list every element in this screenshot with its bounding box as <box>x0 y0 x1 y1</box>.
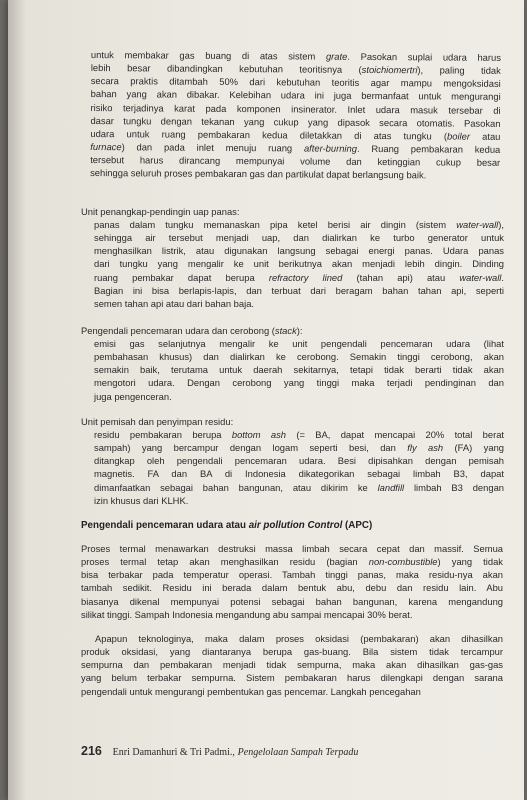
unit-stack-body <box>94 337 504 403</box>
text-line: sehingga air tersebut menjadi uap, dan dialirkan ke turbo generator untuk <box>94 232 504 244</box>
text-line: biasanya dikenal mempunyai potensi sebagai bahan bangunan, karena mengandung <box>81 595 503 607</box>
unit-residue-title: Unit pemisah dan penyimpan residu: <box>81 416 234 427</box>
text-line: ditangkap oleh pengendali pencemaran udara. Besi dipisahkan dengan pemisah <box>94 455 504 467</box>
page-number: 216 <box>81 744 102 758</box>
text-line: izin khusus dari KLHK. <box>94 494 189 506</box>
text-line: emisi gas selanjutnya mengalir ke unit pengendali pencemaran udara (lihat <box>94 338 504 349</box>
text-line: residu pembakaran berupa bottom ash (= BA, dapat mencapai 20% total berat <box>94 429 505 440</box>
spine-shadow <box>8 0 26 800</box>
text-line: mengotori udara. Dengan cerobong yang tinggi maka terjadi pendinginan dan <box>94 377 504 389</box>
page-footer <box>81 744 501 760</box>
text-line: produk oksidasi, yang diantaranya berupa gas-buang. Bila sistem tidak tercampur <box>81 646 503 658</box>
book-page <box>8 0 524 800</box>
section-paragraph-2 <box>81 632 503 698</box>
footer-authors: Enri Damanhuri & Tri Padmi., <box>112 747 235 758</box>
text-line: sehingga seluruh proses pembakaran gas dan partikulat dapat berlangsung baik. <box>90 167 427 181</box>
text-line: panas dalam tungku memanaskan pipa ketel berisi air dingin (sistem water-wall), <box>94 219 504 230</box>
text-line: proses termal tetap akan menghasilkan residu (bagian non-combustible) yang tidak <box>81 556 503 568</box>
unit-stack-title: Pengendali pencemaran udara dan cerobong (stack): <box>81 325 303 336</box>
text-line: bisa terbakar pada temperatur operasi. Tambah tinggi panas, maka residu-nya akan <box>81 569 503 581</box>
text-line: Apapun teknologinya, maka dalam proses oksidasi (pembakaran) akan dihasilkan <box>95 633 503 644</box>
text-line: furnace) dan pada inlet menuju ruang after-burning. Ruang pembakaran kedua <box>90 141 501 155</box>
text-line: lebih besar dibandingkan kebutuhan teoritisnya (stoichiomertri), paling tidak <box>90 62 501 77</box>
text-line: Bagian ini bisa berlapis-lapis, dan terbuat dari beragam bahan tahan api, seperti <box>94 284 504 296</box>
text-line: sempurna dan pembakaran menjadi tidak sempurna, maka akan dihasilkan gas-gas <box>81 659 503 671</box>
text-line: pembahasan khusus) dan dialirkan ke cerobong. Semakin tinggi cerobong, akan <box>94 351 504 363</box>
text-line: semakin baik, terutama untuk daerah sekitarnya, tetapi tidak berarti tidak akan <box>94 364 504 376</box>
text-line: silikat tinggi. Sampah Indonesia mengandung abu sampai mencapai 30% berat. <box>81 608 413 620</box>
text-line: tersebut harus dirancang mempunyai volume dan ketinggian cukup besar <box>90 154 501 169</box>
text-line: pengendali untuk mengurangi pembentukan gas pencemar. Langkah pencegahan <box>81 685 421 697</box>
text-line: sampah) yang bercampur dengan logam seperti besi, dan fly ash (FA) yang <box>94 442 504 454</box>
text-line: dari tungku yang mengalir ke unit berikutnya akan menjadi lebih dingin. Dinding <box>94 258 504 270</box>
text-line: juga pengenceran. <box>94 390 172 402</box>
text-line: untuk membakar gas buang di atas sistem grate. Pasokan suplai udara harus <box>90 48 501 63</box>
section-paragraph-1 <box>81 542 503 621</box>
text-line: tambah sedikit. Residu ini berada dalam bentuk abu, debu dan residu lain. Abu <box>81 582 503 594</box>
unit-cooling-title: Unit penangkap-pendingin uap panas: <box>81 206 240 217</box>
text-line: Proses termal menawarkan destruksi massa limbah secara cepat dan massif. Semua <box>81 543 503 554</box>
text-line: dasar tungku dengan tekanan yang cukup yang dipasok secara otomatis. Pasokan <box>90 114 501 129</box>
intro-paragraph <box>90 48 501 182</box>
text-line: udara untuk ruang pembakaran kedua diletakkan di atas tungku (boiler atau <box>90 127 501 142</box>
unit-residue-body <box>94 428 504 507</box>
text-line: risiko terjadinya karat pada komponen insinerator. Inlet udara masuk tersebar di <box>90 101 501 116</box>
text-line: ruang pembakar dapat berupa refractory lined (tahan api) atau water-wall. <box>94 271 504 283</box>
section-heading: Pengendali pencemaran udara atau air pollution Control (APC) <box>81 520 373 531</box>
text-line: yang belum terbakar sempurna. Sistem pembakaran harus dilengkapi dengan sarana <box>81 672 503 684</box>
text-line: menghasilkan listrik, atau digunakan langsung sebagai energi panas. Udara panas <box>94 245 504 257</box>
text-line: semen tahan api atau dari bahan baja. <box>94 297 255 309</box>
text-line: dimanfaatkan sebagai bahan bangunan, atau dikirim ke landfill limbah B3 dengan <box>94 481 504 493</box>
text-line: secara praktis ditambah 50% dari kebutuhan teoritis agar mampu mengoksidasi <box>90 75 501 90</box>
text-line: magnetis. FA dan BA di Indonesia dikategorikan sebagai limbah B3, dapat <box>94 468 504 480</box>
text-line: bahan yang akan dibakar. Kelebihan udara ini juga bermanfaat untuk mengurangi <box>90 88 501 103</box>
footer-book-title: Pengelolaan Sampah Terpadu <box>237 747 359 758</box>
unit-cooling-body <box>94 218 504 310</box>
